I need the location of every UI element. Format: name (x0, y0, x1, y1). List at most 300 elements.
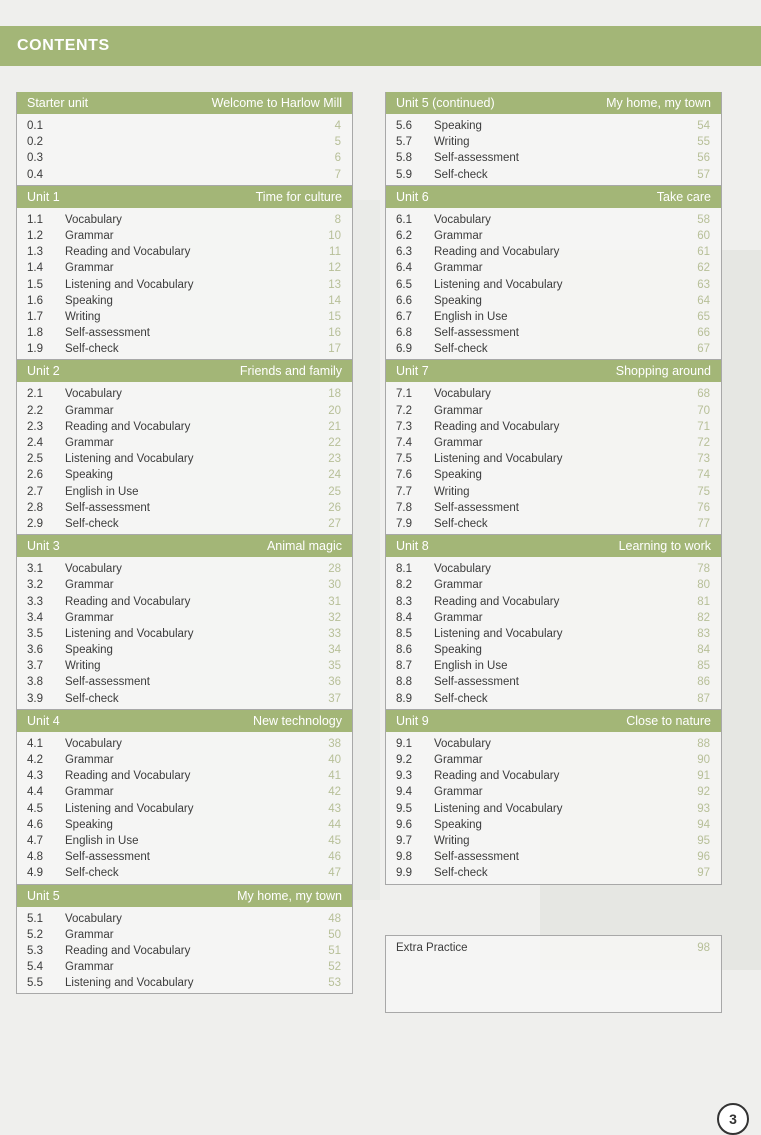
lesson-row[interactable] (386, 768, 721, 784)
lesson-num: 3.5 (27, 627, 43, 640)
lesson-num: 1.6 (27, 294, 43, 307)
lesson-row[interactable] (17, 419, 352, 435)
lesson-num: 3.4 (27, 611, 43, 624)
lesson-name: Grammar (65, 786, 114, 799)
lesson-row[interactable] (386, 801, 721, 817)
lesson-page: 86 (697, 676, 710, 689)
lesson-name: Grammar (434, 754, 483, 766)
lesson-page: 12 (328, 262, 341, 275)
lesson-num: 2.3 (27, 420, 43, 433)
lesson-num: 8.4 (396, 611, 412, 624)
lesson-page: 7 (334, 168, 341, 181)
lesson-num: 3.6 (27, 644, 43, 657)
lesson-row[interactable] (386, 833, 721, 849)
lesson-page: 16 (328, 327, 341, 340)
lesson-page: 75 (697, 485, 710, 498)
lesson-row[interactable] (17, 626, 352, 642)
lesson-name: Reading and Vocabulary (65, 595, 191, 608)
lesson-name: Grammar (65, 437, 114, 449)
lesson-num: 0.1 (27, 120, 43, 132)
lesson-page: 97 (697, 867, 710, 880)
lesson-row[interactable] (17, 610, 352, 626)
lesson-page: 40 (328, 754, 341, 766)
lesson-row[interactable] (17, 817, 352, 833)
lesson-num: 9.7 (396, 834, 412, 847)
lesson-num: 4.7 (27, 834, 43, 847)
lesson-num: 8.1 (396, 563, 412, 576)
lesson-row[interactable] (17, 134, 352, 150)
lesson-name: Grammar (434, 404, 483, 417)
lesson-name: English in Use (434, 660, 508, 673)
lesson-page: 33 (328, 627, 341, 640)
lesson-num: 4.1 (27, 737, 43, 750)
lesson-num: 6.1 (396, 213, 412, 226)
contents-column-left (16, 92, 353, 994)
lesson-name: Listening and Vocabulary (434, 627, 563, 640)
lesson-name: Self-assessment (65, 327, 151, 340)
unit-label: Unit 5 (continued) (396, 96, 495, 110)
lesson-page: 64 (697, 294, 710, 307)
lesson-page: 27 (328, 517, 341, 530)
lesson-row[interactable] (386, 626, 721, 642)
unit-section (16, 186, 353, 361)
lesson-row[interactable] (17, 943, 352, 959)
lesson-name: Reading and Vocabulary (434, 246, 560, 259)
lesson-page: 28 (328, 563, 341, 576)
lesson-num: 7.8 (396, 501, 412, 514)
lesson-row[interactable] (386, 435, 721, 451)
lesson-row[interactable] (386, 658, 721, 674)
unit-title: Shopping around (615, 364, 711, 379)
lesson-row[interactable] (386, 419, 721, 435)
lesson-num: 7.1 (396, 388, 412, 401)
lesson-name: Grammar (65, 262, 114, 275)
lesson-row[interactable] (386, 260, 721, 276)
lesson-num: 6.7 (396, 310, 412, 323)
lesson-row[interactable] (386, 752, 721, 768)
unit-section (385, 92, 722, 186)
lesson-page: 21 (328, 420, 341, 433)
lesson-row[interactable] (17, 484, 352, 500)
lesson-name: Self-assessment (434, 327, 520, 340)
lesson-name: Writing (65, 660, 101, 673)
lesson-name: Self-check (434, 517, 488, 530)
lesson-page: 46 (328, 851, 341, 864)
lesson-num: 7.9 (396, 517, 412, 530)
lesson-num: 2.8 (27, 501, 43, 514)
lesson-name: Reading and Vocabulary (65, 770, 191, 783)
lesson-row[interactable] (17, 577, 352, 593)
lesson-page: 35 (328, 660, 341, 673)
lesson-row[interactable] (386, 849, 721, 865)
lesson-row[interactable] (386, 594, 721, 610)
lesson-num: 7.7 (396, 485, 412, 498)
lesson-num: 1.1 (27, 213, 43, 226)
lesson-row[interactable] (17, 260, 352, 276)
lesson-name: Self-check (65, 517, 119, 530)
lesson-page: 43 (328, 802, 341, 815)
lesson-name: Vocabulary (434, 388, 491, 401)
lesson-row[interactable] (386, 561, 721, 577)
unit-title: Time for culture (255, 189, 342, 204)
lesson-row[interactable] (17, 642, 352, 658)
lesson-num: 4.3 (27, 770, 43, 783)
unit-title: Close to nature (626, 713, 711, 728)
lesson-num: 8.2 (396, 579, 412, 592)
lesson-row[interactable] (17, 167, 352, 183)
lesson-name: Grammar (434, 262, 483, 275)
lesson-page: 20 (328, 404, 341, 417)
lesson-row[interactable] (386, 212, 721, 228)
lesson-name: Speaking (434, 294, 482, 307)
lesson-row[interactable] (386, 610, 721, 626)
unit-label: Unit 3 (27, 539, 60, 554)
lesson-num: 8.9 (396, 692, 412, 705)
lesson-page: 44 (328, 818, 341, 831)
lesson-num: 7.3 (396, 420, 412, 433)
lesson-page: 36 (328, 676, 341, 689)
unit-label: Unit 4 (27, 713, 60, 728)
unit-title: Learning to work (618, 539, 711, 554)
unit-header (17, 535, 352, 557)
lesson-name: Grammar (434, 579, 483, 592)
lesson-name: Self-assessment (434, 676, 520, 689)
lesson-name: Self-check (65, 343, 119, 356)
lesson-row[interactable] (386, 118, 721, 134)
lesson-page: 17 (328, 343, 341, 356)
lesson-name: Listening and Vocabulary (65, 627, 194, 640)
lesson-page: 94 (697, 818, 710, 831)
lesson-page: 48 (328, 912, 341, 925)
lesson-num: 5.1 (27, 912, 43, 925)
lesson-row[interactable] (17, 784, 352, 800)
lesson-row[interactable] (386, 325, 721, 341)
lesson-row[interactable] (17, 451, 352, 467)
lesson-row[interactable] (17, 244, 352, 260)
lesson-page: 87 (697, 692, 710, 705)
lesson-row[interactable] (386, 150, 721, 166)
lesson-name: Vocabulary (434, 563, 491, 576)
lesson-row[interactable] (386, 467, 721, 483)
unit-section (16, 535, 353, 710)
lesson-name: Self-assessment (434, 152, 520, 165)
lesson-num: 8.7 (396, 660, 412, 673)
lesson-page: 95 (697, 834, 710, 847)
lesson-row[interactable] (386, 386, 721, 402)
lesson-page: 65 (697, 310, 710, 323)
lesson-row[interactable] (386, 516, 721, 532)
unit-header (386, 360, 721, 382)
lesson-row[interactable] (17, 435, 352, 451)
lesson-name: Vocabulary (65, 563, 122, 576)
lesson-page: 13 (328, 278, 341, 291)
lesson-name: Self-assessment (434, 851, 520, 864)
lesson-row[interactable] (17, 801, 352, 817)
lesson-num: 3.8 (27, 676, 43, 689)
lesson-name: Self-assessment (65, 501, 151, 514)
lesson-row[interactable] (17, 561, 352, 577)
lesson-num: 9.9 (396, 867, 412, 880)
lesson-row[interactable] (17, 309, 352, 325)
lesson-page: 25 (328, 485, 341, 498)
lesson-row[interactable] (386, 736, 721, 752)
lesson-num: 6.8 (396, 327, 412, 340)
lesson-name: Self-check (65, 867, 119, 880)
lesson-row[interactable] (386, 167, 721, 183)
lesson-name: Grammar (434, 229, 483, 242)
lesson-page: 32 (328, 611, 341, 624)
unit-section (16, 360, 353, 535)
lesson-row[interactable] (17, 736, 352, 752)
lesson-page: 4 (334, 120, 341, 132)
lesson-name: Vocabulary (434, 213, 491, 226)
unit-section (385, 710, 722, 885)
extra-practice-row[interactable] (386, 936, 721, 956)
lesson-page: 62 (697, 262, 710, 275)
lesson-page: 78 (697, 563, 710, 576)
lesson-num: 4.6 (27, 818, 43, 831)
lesson-name: Vocabulary (65, 737, 122, 750)
lesson-name: Grammar (434, 611, 483, 624)
unit-label: Unit 5 (27, 888, 60, 903)
lesson-page: 22 (328, 437, 341, 449)
lesson-num: 1.7 (27, 310, 43, 323)
unit-title: My home, my town (237, 888, 342, 903)
lesson-name: Grammar (65, 404, 114, 417)
lesson-row[interactable] (386, 451, 721, 467)
unit-header (17, 186, 352, 208)
lesson-page: 56 (697, 152, 710, 165)
lesson-name: Reading and Vocabulary (65, 246, 191, 259)
lesson-page: 6 (334, 152, 341, 165)
lesson-num: 1.2 (27, 229, 43, 242)
lesson-num: 5.9 (396, 168, 412, 181)
lesson-page: 80 (697, 579, 710, 592)
lesson-num: 4.4 (27, 786, 43, 799)
lesson-page: 34 (328, 644, 341, 657)
lesson-page: 92 (697, 786, 710, 799)
lesson-num: 2.5 (27, 453, 43, 466)
contents-column-right (385, 92, 722, 885)
lesson-page: 55 (697, 136, 710, 149)
lesson-num: 0.4 (27, 168, 43, 181)
lesson-row[interactable] (17, 691, 352, 707)
lesson-name: Vocabulary (65, 213, 122, 226)
unit-title: Animal magic (266, 539, 342, 554)
lesson-row[interactable] (386, 341, 721, 357)
lesson-page: 47 (328, 867, 341, 880)
lesson-num: 5.7 (396, 136, 412, 149)
lesson-row[interactable] (386, 674, 721, 690)
lesson-row[interactable] (17, 975, 352, 991)
unit-header (17, 92, 352, 114)
lesson-num: 5.3 (27, 944, 43, 957)
lesson-num: 0.3 (27, 152, 43, 165)
lesson-row[interactable] (17, 865, 352, 881)
lesson-name (65, 134, 311, 150)
lesson-row[interactable] (386, 500, 721, 516)
lesson-page: 18 (328, 388, 341, 401)
lesson-num: 2.1 (27, 388, 43, 401)
lesson-page: 77 (697, 517, 710, 530)
lesson-num: 5.6 (396, 120, 412, 132)
lesson-page: 53 (328, 977, 341, 990)
lesson-num: 4.8 (27, 851, 43, 864)
lesson-row[interactable] (17, 212, 352, 228)
lesson-name: Listening and Vocabulary (434, 802, 563, 815)
lesson-page: 70 (697, 404, 710, 417)
lesson-page: 66 (697, 327, 710, 340)
lesson-row[interactable] (386, 691, 721, 707)
lesson-row[interactable] (17, 293, 352, 309)
lesson-row[interactable] (17, 386, 352, 402)
lesson-row[interactable] (17, 150, 352, 166)
lesson-row[interactable] (386, 484, 721, 500)
lesson-name: Vocabulary (65, 912, 122, 925)
lesson-name: Speaking (434, 818, 482, 831)
unit-label: Unit 2 (27, 364, 60, 379)
lesson-row[interactable] (17, 467, 352, 483)
lesson-num: 1.3 (27, 246, 43, 259)
unit-section (16, 92, 353, 186)
lesson-name: English in Use (65, 834, 139, 847)
lesson-name: Listening and Vocabulary (434, 453, 563, 466)
lesson-row[interactable] (17, 118, 352, 134)
lesson-page: 42 (328, 786, 341, 799)
unit-header (17, 710, 352, 732)
lesson-row[interactable] (386, 244, 721, 260)
lesson-row[interactable] (17, 277, 352, 293)
lesson-row[interactable] (17, 594, 352, 610)
lesson-row[interactable] (17, 752, 352, 768)
lesson-row[interactable] (17, 516, 352, 532)
lesson-num: 5.8 (396, 152, 412, 165)
lesson-row[interactable] (17, 833, 352, 849)
unit-section (385, 360, 722, 535)
lesson-row[interactable] (386, 865, 721, 881)
lesson-row[interactable] (386, 642, 721, 658)
lesson-page: 31 (328, 595, 341, 608)
lesson-name: Self-check (434, 692, 488, 705)
unit-section (16, 710, 353, 885)
lesson-page: 15 (328, 310, 341, 323)
lesson-num: 7.2 (396, 404, 412, 417)
lesson-row[interactable] (17, 959, 352, 975)
lesson-page: 84 (697, 644, 710, 657)
lesson-name: Writing (434, 834, 470, 847)
lesson-row[interactable] (386, 784, 721, 800)
unit-title: Welcome to Harlow Mill (211, 96, 342, 110)
lesson-name: Speaking (65, 469, 113, 482)
lesson-page: 41 (328, 770, 341, 783)
contents-banner (0, 26, 761, 66)
lesson-name: Grammar (65, 579, 114, 592)
lesson-row[interactable] (17, 658, 352, 674)
lesson-name: Speaking (434, 644, 482, 657)
lesson-row[interactable] (386, 277, 721, 293)
lesson-num: 6.4 (396, 262, 412, 275)
lesson-name: Reading and Vocabulary (434, 770, 560, 783)
lesson-num: 1.5 (27, 278, 43, 291)
lesson-name: Self-check (434, 168, 488, 181)
page-title: CONTENTS (17, 37, 110, 54)
lesson-num: 7.6 (396, 469, 412, 482)
lesson-num: 3.9 (27, 692, 43, 705)
lesson-num: 6.9 (396, 343, 412, 356)
lesson-page: 68 (697, 388, 710, 401)
unit-header (17, 885, 352, 907)
lesson-row[interactable] (17, 403, 352, 419)
lesson-name: Listening and Vocabulary (65, 453, 194, 466)
extra-practice-box (385, 935, 722, 1013)
lesson-page: 81 (697, 595, 710, 608)
lesson-page: 11 (329, 246, 341, 259)
lesson-page: 23 (328, 453, 341, 466)
lesson-num: 7.5 (396, 453, 412, 466)
lesson-num: 8.8 (396, 676, 412, 689)
lesson-row[interactable] (386, 403, 721, 419)
lesson-row[interactable] (17, 849, 352, 865)
lesson-name: Grammar (65, 229, 114, 242)
lesson-row[interactable] (386, 228, 721, 244)
lesson-row[interactable] (386, 134, 721, 150)
lesson-row[interactable] (17, 911, 352, 927)
lesson-name: Self-check (65, 692, 119, 705)
lesson-row[interactable] (17, 927, 352, 943)
lesson-num: 3.7 (27, 660, 43, 673)
lesson-row[interactable] (17, 768, 352, 784)
lesson-name: Grammar (434, 437, 483, 449)
lesson-num: 8.6 (396, 644, 412, 657)
lesson-row[interactable] (17, 325, 352, 341)
lesson-num: 4.5 (27, 802, 43, 815)
lesson-num: 6.3 (396, 246, 412, 259)
lesson-row[interactable] (17, 674, 352, 690)
lesson-row[interactable] (386, 293, 721, 309)
lesson-page: 93 (697, 802, 710, 815)
lesson-row[interactable] (17, 500, 352, 516)
lesson-name: Grammar (65, 611, 114, 624)
unit-header (386, 186, 721, 208)
lesson-num: 3.1 (27, 563, 43, 576)
lesson-name: Listening and Vocabulary (65, 802, 194, 815)
lesson-page: 50 (328, 928, 341, 941)
lesson-name: Reading and Vocabulary (65, 420, 191, 433)
lesson-name: Speaking (65, 818, 113, 831)
lesson-row[interactable] (17, 341, 352, 357)
lesson-num: 9.8 (396, 851, 412, 864)
lesson-row[interactable] (386, 817, 721, 833)
lesson-name (65, 118, 311, 134)
lesson-page: 88 (697, 737, 710, 750)
unit-title: Friends and family (239, 364, 342, 379)
lesson-row[interactable] (386, 577, 721, 593)
lesson-name (65, 150, 311, 166)
lesson-page: 90 (697, 754, 710, 766)
unit-header (386, 92, 721, 114)
lesson-num: 9.2 (396, 754, 412, 766)
lesson-row[interactable] (17, 228, 352, 244)
lesson-page: 8 (334, 213, 341, 226)
lesson-page: 60 (697, 229, 710, 242)
lesson-name: Grammar (65, 754, 114, 766)
lesson-name: Grammar (65, 961, 114, 974)
lesson-name: Writing (434, 485, 470, 498)
unit-title: My home, my town (606, 96, 711, 110)
lesson-name: Reading and Vocabulary (434, 420, 560, 433)
lesson-num: 2.7 (27, 485, 43, 498)
lesson-row[interactable] (386, 309, 721, 325)
